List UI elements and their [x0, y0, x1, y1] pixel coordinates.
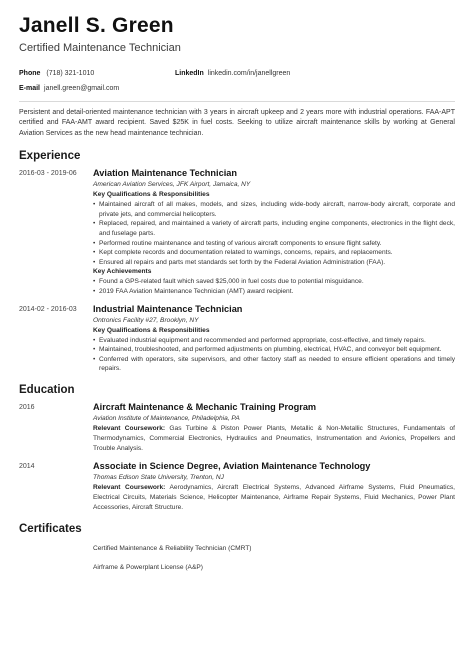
education-entry [19, 401, 455, 454]
email-row [19, 84, 119, 94]
job-date: 2016-03 - 2019-06 [19, 170, 77, 178]
education-heading: Education [19, 383, 75, 396]
phone-label: Phone [19, 70, 41, 77]
contact-block [19, 69, 455, 99]
coursework-text: Aerodynamics, Aircraft Electrical Systems, Advanced Airframe Systems, Fluid Pneumatics, Electrical Circuits, Materials Science, Helicopter Maintenance, Airframe Repair Systems, Fluid Mechanics, Power Plant Accessories, Aircraft Structure. [93, 483, 456, 511]
linkedin-label: LinkedIn [175, 70, 204, 77]
job-entry [19, 303, 455, 374]
email-link[interactable]: janell.green@gmail.com [44, 85, 120, 92]
list-item: • Ensured all repairs and parts met standards set forth by the Federal Aviation Administration (FAA). [93, 258, 455, 268]
candidate-name: Janell S. Green [19, 14, 174, 37]
experience-heading: Experience [19, 150, 81, 163]
job-entry [19, 167, 455, 296]
certificate-item: Airframe & Powerplant License (A&P) [93, 563, 203, 571]
linkedin-link[interactable]: linkedin.com/in/janellgreen [207, 70, 291, 77]
education-entry [19, 460, 455, 513]
list-item: • Maintained aircraft of all makes, models, and sizes, including wide-body aircraft, narrow-body aircraft, corporate and private jets, and commercial helicopters. [93, 200, 455, 219]
coursework-label: Relevant Coursework: [93, 483, 166, 491]
candidate-title: Certified Maintenance Technician [19, 42, 181, 54]
list-item: • Maintained, troubleshooted, and performed adjustments on plumbing, electrical, HVAC, and conveyor belt equipment. [93, 345, 455, 355]
education-date: 2014 [19, 462, 35, 470]
qualifications-label: Key Qualifications & Responsibilities [93, 326, 210, 334]
phone-row [19, 69, 94, 79]
responsibilities-list [93, 200, 455, 267]
certificate-item: Certified Maintenance & Reliability Technician (CMRT) [93, 544, 252, 552]
job-employer: Ontronics Facility #27, Brooklyn, NY [93, 316, 199, 324]
coursework [93, 483, 455, 513]
list-item: • Replaced, repaired, and maintained a variety of aircraft parts, including engine components, electronics in the flight deck, and fuselage parts. [93, 219, 455, 238]
header-divider [19, 101, 455, 102]
achievements-label: Key Achievements [93, 268, 152, 276]
list-item: • Evaluated industrial equipment and recommended and performed appropriate, cost-effective, and timely repairs. [93, 336, 455, 346]
linkedin-row [175, 69, 290, 79]
summary-paragraph: Persistent and detail-oriented maintenance technician with 3 years in aircraft upkeep and 2 years more with industrial operations. FAA-APT certified and FAA-AMT award recipient. Saved $25K in fuel costs. Seeking to utilize aircraft maintenance skills by working at General Aviation Services as the new head maintenance technician. [19, 109, 455, 137]
certificates-heading: Certificates [19, 522, 82, 535]
phone-value: (718) 321-1010 [46, 70, 95, 77]
coursework [93, 424, 455, 454]
list-item: • Performed routine maintenance and testing of various aircraft components to ensure flight safety. [93, 239, 455, 249]
qualifications-label: Key Qualifications & Responsibilities [93, 191, 210, 199]
email-label: E-mail [19, 85, 41, 92]
school-name: Aviation Institute of Maintenance, Philadelphia, PA [93, 414, 240, 422]
degree-title: Associate in Science Degree, Aviation Maintenance Technology [93, 460, 371, 471]
education-date: 2016 [19, 403, 35, 411]
job-date: 2014-02 - 2016-03 [19, 305, 77, 313]
list-item: • Conferred with operators, site supervisors, and other factory staff as needed to ensure efficient operations and timely repairs. [93, 355, 455, 374]
school-name: Thomas Edison State University, Trenton, NJ [93, 473, 224, 481]
job-employer: American Aviation Services, JFK Airport, Jamaica, NY [93, 181, 251, 189]
degree-title: Aircraft Maintenance & Mechanic Training Program [93, 401, 317, 412]
responsibilities-list [93, 336, 455, 374]
coursework-label: Relevant Coursework: [93, 424, 166, 432]
list-item: • 2019 FAA Aviation Maintenance Technician (AMT) award recipient. [93, 287, 455, 297]
coursework-text: Gas Turbine & Piston Power Plants, Metallic & Non-Metallic Structures, Fundamentals of Thermodynamics, Commercial Electronics, Hydraulics and Pneumatics, Instrumentation and Avionics, Propellers and Trouble Analysis. [93, 424, 455, 452]
job-role: Aviation Maintenance Technician [93, 168, 237, 179]
list-item: • Kept complete records and documentation related to warnings, concerns, repairs, and replacements. [93, 248, 455, 258]
list-item: • Found a GPS-related fault which saved $25,000 in fuel costs due to potential misguidance. [93, 277, 455, 287]
job-role: Industrial Maintenance Technician [93, 303, 243, 314]
achievements-list [93, 277, 455, 296]
